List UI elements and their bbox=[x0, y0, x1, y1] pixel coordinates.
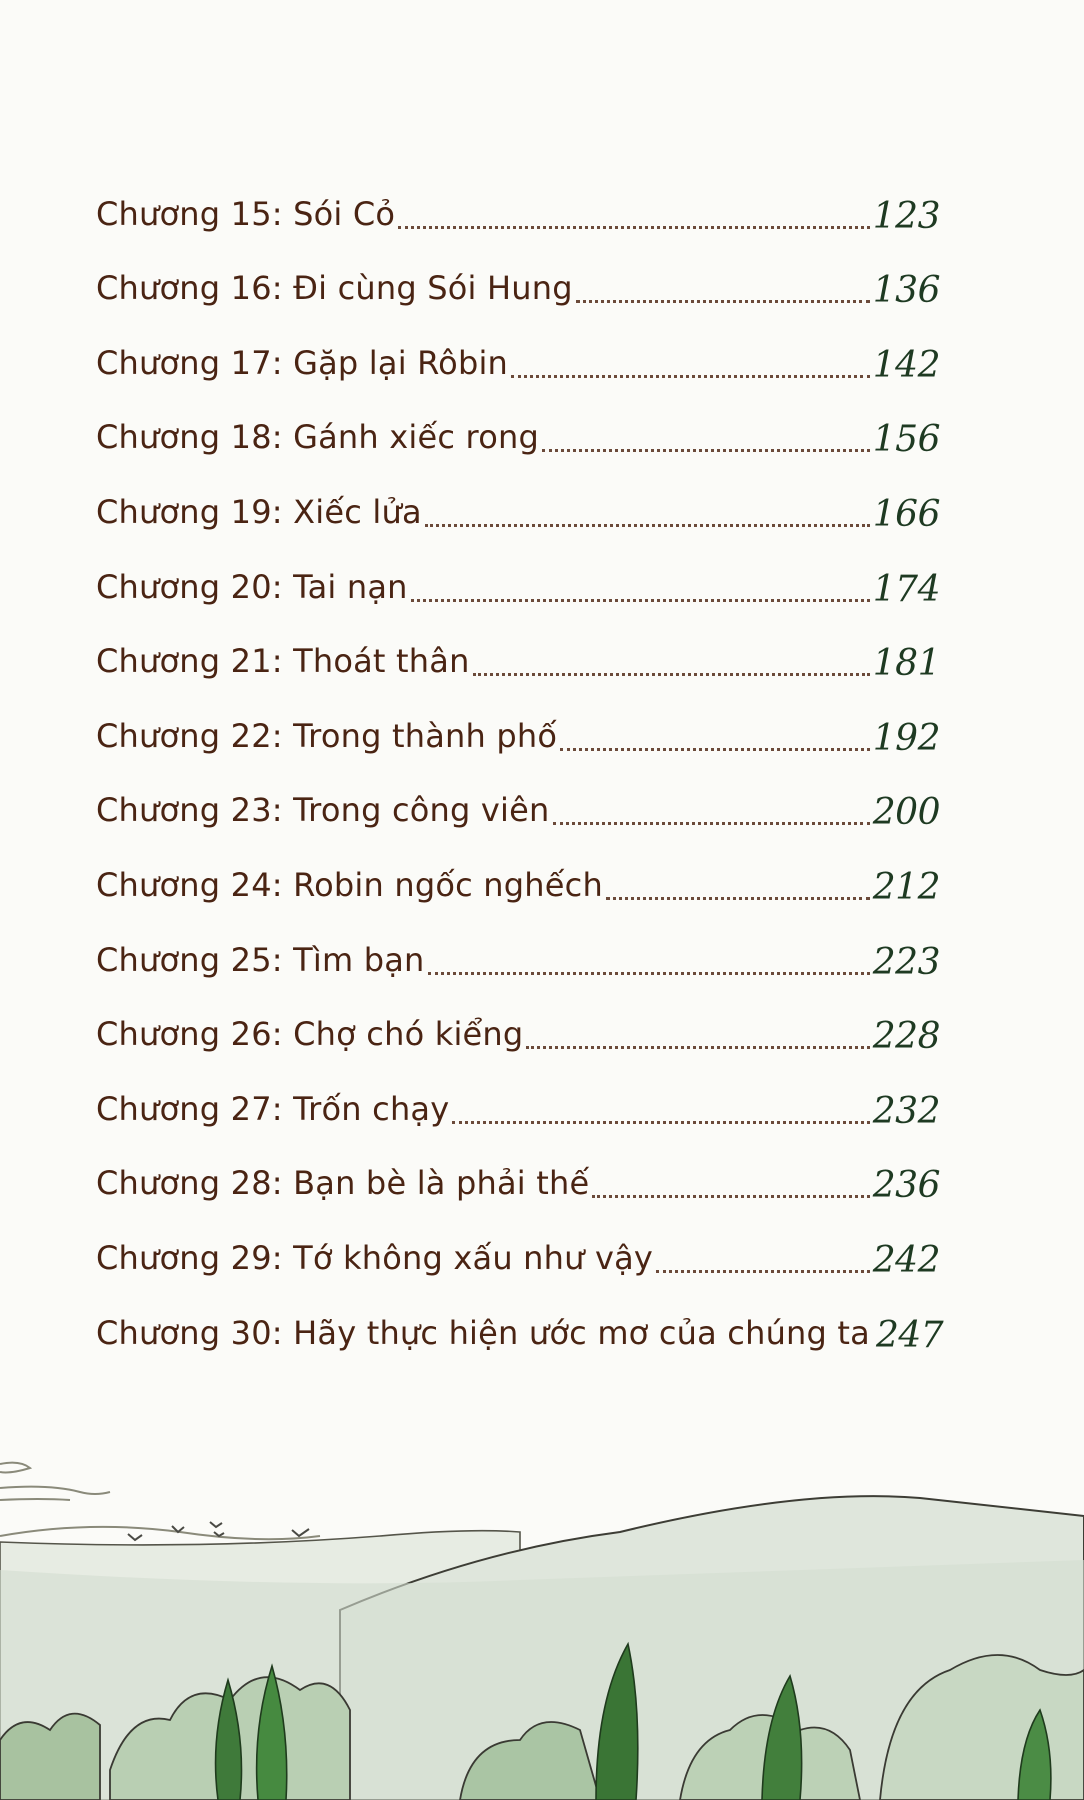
toc-entry[interactable] bbox=[96, 476, 940, 551]
toc-entry[interactable] bbox=[96, 1222, 940, 1297]
chapter-title: Chương 30: Hãy thực hiện ước mơ của chúng ta bbox=[96, 1313, 870, 1352]
toc-entry[interactable] bbox=[96, 775, 940, 850]
page-number: 236 bbox=[872, 1165, 940, 1207]
page-number: 242 bbox=[872, 1239, 940, 1281]
toc-entry[interactable] bbox=[96, 253, 940, 328]
page-number: 166 bbox=[872, 493, 940, 535]
dot-leader bbox=[511, 375, 870, 378]
chapter-title: Chương 24: Robin ngốc nghếch bbox=[96, 865, 603, 904]
toc-entry[interactable] bbox=[96, 1297, 944, 1372]
chapter-title: Chương 20: Tai nạn bbox=[96, 567, 408, 606]
dot-leader bbox=[398, 226, 870, 229]
table-of-contents bbox=[96, 178, 944, 1372]
toc-entry[interactable] bbox=[96, 924, 940, 999]
page-number: 228 bbox=[872, 1016, 940, 1058]
toc-entry[interactable] bbox=[96, 849, 940, 924]
chapter-title: Chương 21: Thoát thân bbox=[96, 642, 470, 681]
dot-leader bbox=[560, 748, 870, 751]
chapter-title: Chương 16: Đi cùng Sói Hung bbox=[96, 269, 573, 308]
toc-entry[interactable] bbox=[96, 1148, 940, 1223]
page-number: 223 bbox=[872, 941, 940, 983]
page-number: 142 bbox=[872, 344, 940, 386]
chapter-title: Chương 25: Tìm bạn bbox=[96, 940, 425, 979]
page-number: 156 bbox=[872, 419, 940, 461]
page-number: 123 bbox=[872, 195, 940, 237]
chapter-title: Chương 17: Gặp lại Rôbin bbox=[96, 343, 509, 382]
toc-entry[interactable] bbox=[96, 402, 940, 477]
dot-leader bbox=[411, 599, 870, 602]
dot-leader bbox=[592, 1195, 869, 1198]
chapter-title: Chương 27: Trốn chạy bbox=[96, 1089, 450, 1128]
toc-entry[interactable] bbox=[96, 999, 940, 1074]
page-number: 192 bbox=[872, 717, 940, 759]
dot-leader bbox=[576, 300, 870, 303]
toc-entry[interactable] bbox=[96, 551, 940, 626]
dot-leader bbox=[428, 972, 870, 975]
toc-entry[interactable] bbox=[96, 327, 940, 402]
chapter-title: Chương 19: Xiếc lửa bbox=[96, 492, 422, 531]
page-number: 174 bbox=[872, 568, 940, 610]
chapter-title: Chương 18: Gánh xiếc rong bbox=[96, 418, 539, 457]
dot-leader bbox=[473, 673, 870, 676]
page-number: 181 bbox=[872, 643, 940, 685]
page-number: 247 bbox=[875, 1314, 944, 1356]
chapter-title: Chương 22: Trong thành phố bbox=[96, 716, 558, 755]
page-number: 200 bbox=[872, 792, 940, 834]
toc-entry[interactable] bbox=[96, 178, 940, 253]
toc-entry[interactable] bbox=[96, 1073, 940, 1148]
dot-leader bbox=[606, 897, 870, 900]
toc-entry[interactable] bbox=[96, 700, 940, 775]
dot-leader bbox=[656, 1270, 870, 1273]
toc-entry[interactable] bbox=[96, 626, 940, 701]
dot-leader bbox=[452, 1121, 869, 1124]
landscape-illustration bbox=[0, 1440, 1084, 1800]
page-number: 136 bbox=[872, 270, 940, 312]
chapter-title: Chương 29: Tớ không xấu như vậy bbox=[96, 1238, 654, 1277]
dot-leader bbox=[526, 1046, 869, 1049]
chapter-title: Chương 15: Sói Cỏ bbox=[96, 194, 396, 233]
chapter-title: Chương 26: Chợ chó kiểng bbox=[96, 1015, 524, 1054]
chapter-title: Chương 28: Bạn bè là phải thế bbox=[96, 1164, 590, 1203]
page-number: 212 bbox=[872, 866, 940, 908]
dot-leader bbox=[553, 822, 870, 825]
page-number: 232 bbox=[872, 1090, 940, 1132]
cloud-lines bbox=[0, 1463, 320, 1540]
chapter-title: Chương 23: Trong công viên bbox=[96, 791, 550, 830]
dot-leader bbox=[542, 449, 870, 452]
dot-leader bbox=[425, 524, 870, 527]
